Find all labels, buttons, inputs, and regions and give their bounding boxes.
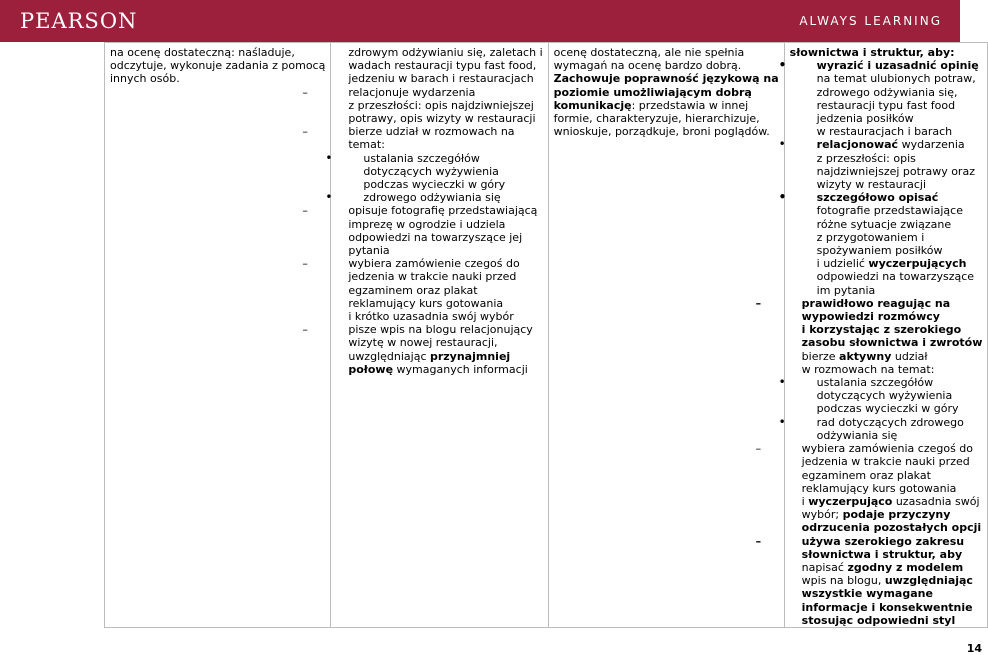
list-item: – pisze wpis na blogu relacjonujący [336, 323, 542, 336]
pearson-logo: PEARSON [20, 9, 138, 33]
text-line: restauracji typu fast food [816, 98, 956, 112]
text-line: podczas wycieczki w góry [816, 402, 959, 416]
bullet-item: • ustalania szczegółów [336, 152, 542, 165]
grading-criteria-table [104, 42, 988, 628]
bold-text-line: Zachowuje poprawność językową na [553, 72, 779, 86]
text-line: różne sytuacje związane [816, 217, 952, 231]
text-line: w restauracjach i barach [816, 125, 953, 139]
bold-text-run: przynajmniej [429, 349, 511, 363]
bold-text-run: podaje przyczyny [842, 508, 951, 522]
pearson-header-bar [0, 0, 960, 42]
text-run: : przedstawia w innej [631, 98, 749, 112]
text-line: wymagań na ocenę bardzo dobrą. [553, 59, 742, 73]
bold-text-run: wyczerpująco [808, 494, 893, 508]
text-line: podczas wycieczki w góry [363, 178, 506, 192]
list-item: – wybiera zamówienie czegoś do [336, 257, 542, 270]
text-line: jedzenia posiłków [816, 112, 914, 126]
text-line: potrawy, opis wizyty w restauracji [348, 112, 536, 126]
bold-text-line: wypowiedzi rozmówcy [801, 310, 940, 324]
text-line: wnioskuje, porządkuje, broni poglądów. [553, 125, 770, 139]
text-line: ocenę dostateczną, ale nie spełnia [553, 46, 745, 59]
bullet-item: • ustalania szczegółów [790, 376, 983, 389]
text-run: wybór; [801, 508, 843, 522]
text-line: wizytę w nowej restauracji, [348, 336, 498, 350]
text-line: z przygotowaniem i [816, 230, 925, 244]
text-run: wymaganych informacji [393, 362, 528, 376]
text-line: na ocenę dostateczną: naśladuje, [110, 46, 295, 59]
bold-text-line: i korzystając z szerokiego [801, 323, 962, 337]
bold-text-run: uwzględniając [884, 574, 973, 588]
column-1-cell [105, 43, 331, 628]
text-line: odpowiedzi na towarzyszące jej [348, 230, 523, 244]
text-run: uwzględniając [348, 349, 430, 363]
bold-text-run: relacjonować [816, 138, 899, 152]
text-line: odpowiedzi na towarzyszące [816, 270, 975, 284]
bold-text-line: poziomie umożliwiającym dobrą [553, 85, 752, 99]
list-item: – opisuje fotografię przedstawiającą [336, 204, 542, 217]
text-run: uzasadnia swój [892, 494, 980, 508]
text-line [554, 99, 779, 112]
bold-text-run: komunikację [553, 98, 632, 112]
text-line: w rozmowach na temat: [801, 362, 935, 376]
text-run: bierze [801, 349, 840, 363]
page-number: 14 [966, 642, 982, 655]
list-item: – relacjonuje wydarzenia [336, 86, 542, 99]
text-run: i udzielić [816, 257, 869, 271]
text-line: wizyty w restauracji [816, 178, 927, 192]
text-line: wadach restauracji typu fast food, [348, 59, 537, 73]
text-line [790, 350, 983, 363]
text-line: spożywaniem posiłków [816, 244, 943, 258]
bold-text-line: informacje i konsekwentnie [801, 600, 973, 614]
bold-text-line: stosując odpowiedni styl [801, 613, 956, 627]
bold-text-run: połowę [348, 362, 394, 376]
text-line: formie, charakteryzuje, hierarchizuje, [553, 112, 760, 126]
text-line: najdziwniejszej potrawy oraz [816, 164, 975, 178]
text-line: im pytania [816, 283, 876, 297]
text-line [790, 508, 983, 521]
bold-text-run: wyczerpujących [868, 257, 967, 271]
text-line: egzaminem oraz plakat [801, 468, 931, 482]
bold-text-run: zgodny z modelem [847, 560, 964, 574]
text-line: jedzeniu w barach i restauracjach [348, 72, 534, 86]
table-row [105, 43, 988, 628]
column-3-cell [548, 43, 784, 628]
text-line [790, 257, 983, 270]
text-run: napisać [801, 560, 848, 574]
bold-text-run: aktywny [839, 349, 892, 363]
bold-text-line: słownictwa i struktur, aby: [789, 46, 955, 59]
text-run: wydarzenia [898, 138, 965, 152]
text-line: reklamujący kurs gotowania [348, 296, 504, 310]
text-line: odżywiania się [816, 428, 898, 442]
text-line: innych osób. [110, 72, 180, 86]
header-tagline: ALWAYS LEARNING [799, 14, 942, 28]
text-line [790, 561, 983, 574]
bold-text-line: słownictwa i struktur, aby [801, 547, 963, 561]
text-run: udział [891, 349, 928, 363]
bold-text-line: odrzucenia pozostałych opcji [801, 521, 982, 535]
text-line [336, 363, 542, 376]
bullet-item: • rad dotyczących zdrowego [790, 416, 983, 429]
text-line: z przeszłości: opis najdziwniejszej [348, 98, 534, 112]
list-item: – prawidłowo reagując na [790, 297, 983, 310]
text-line: reklamujący kurs gotowania [801, 481, 957, 495]
text-line [790, 574, 983, 587]
column-4-cell [784, 43, 988, 628]
text-line: egzaminem oraz plakat [348, 283, 478, 297]
text-line [790, 495, 983, 508]
text-line: z przeszłości: opis [816, 151, 916, 165]
text-line [336, 350, 542, 363]
column-2-cell [331, 43, 548, 628]
text-line: dotyczących wyżywienia [816, 389, 953, 403]
text-line: dotyczących wyżywienia [363, 164, 499, 178]
text-line: jedzenia w trakcie nauki przed [348, 270, 517, 284]
text-line: imprezę w ogrodzie i udziela [348, 217, 506, 231]
bold-text-line: zasobu słownictwa i zwrotów [801, 336, 983, 350]
list-item: – wybiera zamówienia czegoś do [790, 442, 983, 455]
text-line: zdrowego odżywiania się, [816, 85, 958, 99]
text-line: odczytuje, wykonuje zadania z pomocą [110, 59, 326, 73]
list-item: – używa szerokiego zakresu [790, 535, 983, 548]
bullet-item [790, 138, 983, 151]
text-run: wpis na blogu, [801, 574, 885, 588]
text-line: pytania [348, 244, 390, 258]
text-run: i [801, 494, 809, 508]
text-line: zdrowym odżywianiu się, zaletach i [348, 46, 543, 59]
bullet-item: • wyrazić i uzasadnić opinię [790, 59, 983, 72]
text-line: i krótko uzasadnia swój wybór [348, 310, 514, 324]
text-line: fotografie przedstawiające [816, 204, 963, 218]
text-line: na temat ulubionych potraw, [816, 72, 976, 86]
bullet-item: • szczegółowo opisać [790, 191, 983, 204]
bullet-item: • zdrowego odżywiania się [336, 191, 542, 204]
text-line: temat: [348, 138, 385, 152]
list-item: – bierze udział w rozmowach na [336, 125, 542, 138]
text-line: jedzenia w trakcie nauki przed [801, 455, 970, 469]
bold-text-line: wszystkie wymagane [801, 587, 933, 601]
